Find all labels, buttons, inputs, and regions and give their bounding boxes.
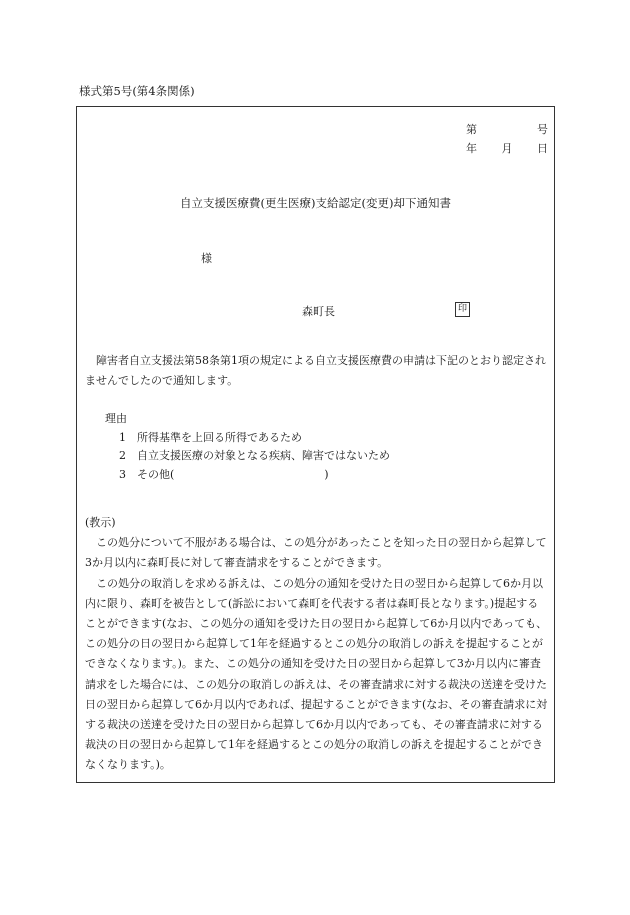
day-label: 日 <box>537 142 548 155</box>
instructions-heading: (教示) <box>85 516 116 529</box>
notice-body <box>85 351 549 391</box>
number-label: 第 <box>466 123 477 136</box>
seal-label: 印 <box>455 302 470 317</box>
issuer-name: 森町長 <box>302 305 335 318</box>
seal-mark <box>455 302 470 317</box>
year-label: 年 <box>466 142 477 155</box>
notice-document-frame <box>76 106 555 783</box>
document-number-row <box>466 121 548 137</box>
month-label: 月 <box>501 142 513 155</box>
reason-item: 3 その他( ) <box>119 467 329 481</box>
appeal-instructions <box>85 513 549 776</box>
instructions-paragraph: この処分について不服がある場合は、この処分があったことを知った日の翌日から起算して3か月以内に森町長に対して審査請求をすることができます。 <box>85 536 547 570</box>
date-row <box>466 140 548 156</box>
document-title: 自立支援医療費(更生医療)支給認定(変更)却下通知書 <box>180 196 451 210</box>
number-suffix: 号 <box>537 123 548 136</box>
reason-item: 2 自立支援医療の対象となる疾病、障害ではないため <box>119 449 390 463</box>
reason-item: 1 所得基準を上回る所得であるため <box>119 430 302 444</box>
form-number-label: 様式第5号(第4条関係) <box>79 84 195 98</box>
reasons-section <box>105 410 390 484</box>
body-text: 障害者自立支援法第58条第1項の規定による自立支援医療費の申請は下記のとおり認定されませんでしたので通知します。 <box>85 354 546 388</box>
reason-other-close: ) <box>324 467 329 481</box>
reasons-heading: 理由 <box>105 412 127 425</box>
recipient-suffix: 様 <box>201 252 212 265</box>
instructions-paragraph: この処分の取消しを求める訴えは、この処分の通知を受けた日の翌日から起算して6か月以内に限り、森町を被告として(訴訟において森町を代表する者は森町長となります。)提起することができます(なお、この処分の通知を受けた日の翌日から起算して6か月以内であっても、この処分の日の翌日から起算して1年を経過するとこの処分の取消しの訴えを提起することができなくなります。)。また、この処分の通知を受けた日の翌日から起算して3か月以内に審査請求をした場合には、この処分の取消しの訴えは、その審査請求に対する裁決の送達を受けた日の翌日から起算して6か月以内であれば、提起することができます(なお、その審査請求に対する裁決の送達を受けた日の翌日から起算して6か月以内であっても、その審査請求に対する裁決の日の翌日から起算して1年を経過するとこの処分の取消しの訴えを提起することができなくなります。)。 <box>85 576 548 772</box>
